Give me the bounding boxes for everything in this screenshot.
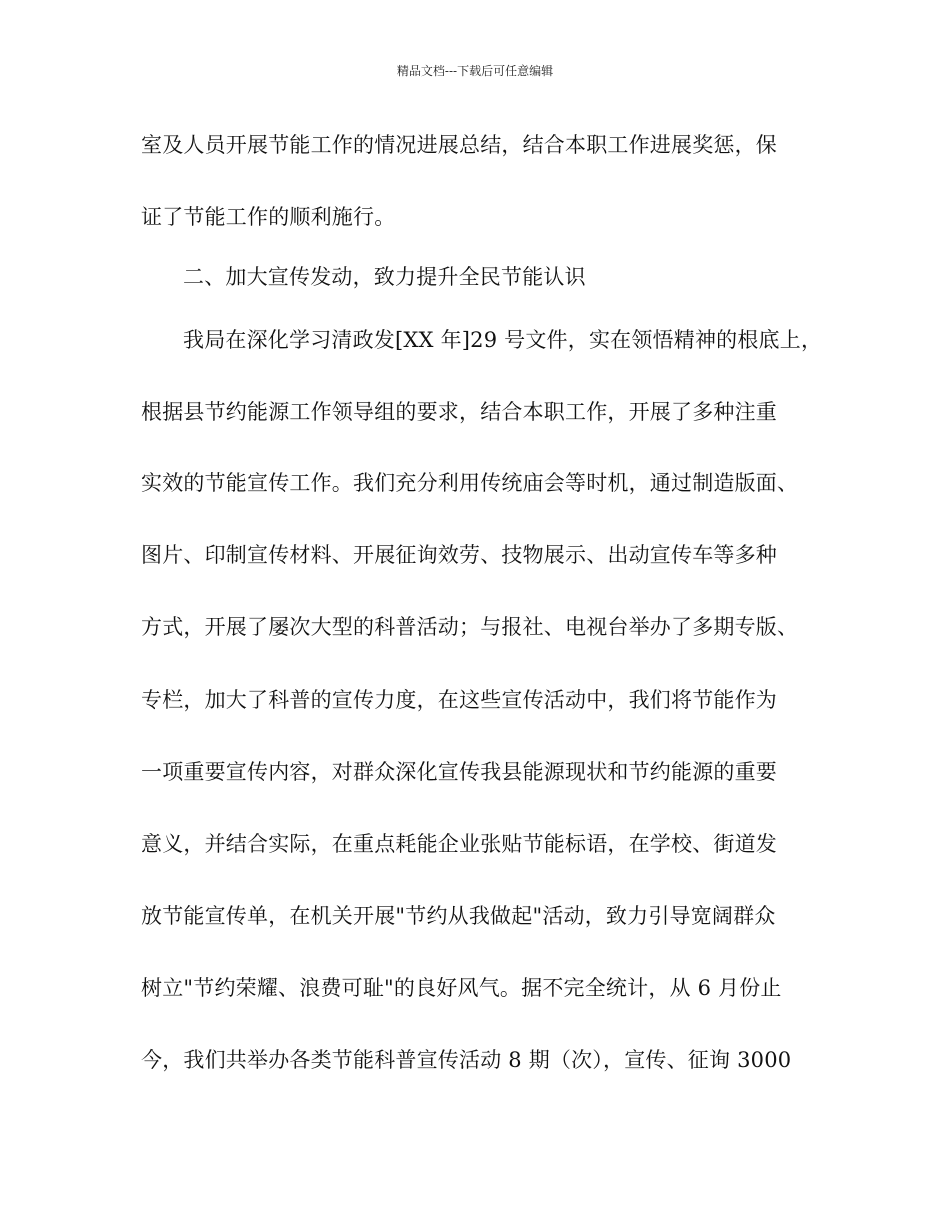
paragraph-line: 证了节能工作的顺利施行。 [141, 205, 396, 229]
paragraph-line: 今，我们共举办各类节能科普宣传活动 8 期（次），宣传、征询 3000 [141, 1048, 792, 1072]
paragraph-line: 方式，开展了屡次大型的科普活动；与报社、电视台举办了多期专版、 [141, 615, 799, 639]
paragraph-line: 一项重要宣传内容，对群众深化宣传我县能源现状和节约能源的重要 [141, 760, 777, 784]
paragraph-line: 根据县节约能源工作领导组的要求，结合本职工作，开展了多种注重 [141, 400, 777, 424]
paragraph-line: 图片、印制宣传材料、开展征询效劳、技物展示、出动宣传车等多种 [141, 543, 777, 567]
paragraph-line: 我局在深化学习清政发[XX 年]29 号文件，实在领悟精神的根底上， [183, 328, 823, 352]
paragraph-line: 实效的节能宣传工作。我们充分利用传统庙会等时机，通过制造版面、 [141, 471, 799, 495]
paragraph-line: 专栏，加大了科普的宣传力度，在这些宣传活动中，我们将节能作为 [141, 688, 777, 712]
section-heading: 二、加大宣传发动，致力提升全民节能认识 [183, 265, 586, 289]
page-header: 精品文档---下载后可任意编辑 [396, 64, 554, 78]
paragraph-line: 室及人员开展节能工作的情况进展总结，结合本职工作进展奖惩，保 [141, 133, 777, 157]
paragraph-line: 放节能宣传单，在机关开展"节约从我做起"活动，致力引导宽阔群众 [141, 904, 776, 928]
paragraph-line: 树立"节约荣耀、浪费可耻"的良好风气。据不完全统计，从 6 月份止 [141, 976, 782, 1000]
paragraph-line: 意义，并结合实际，在重点耗能企业张贴节能标语，在学校、街道发 [141, 832, 777, 856]
